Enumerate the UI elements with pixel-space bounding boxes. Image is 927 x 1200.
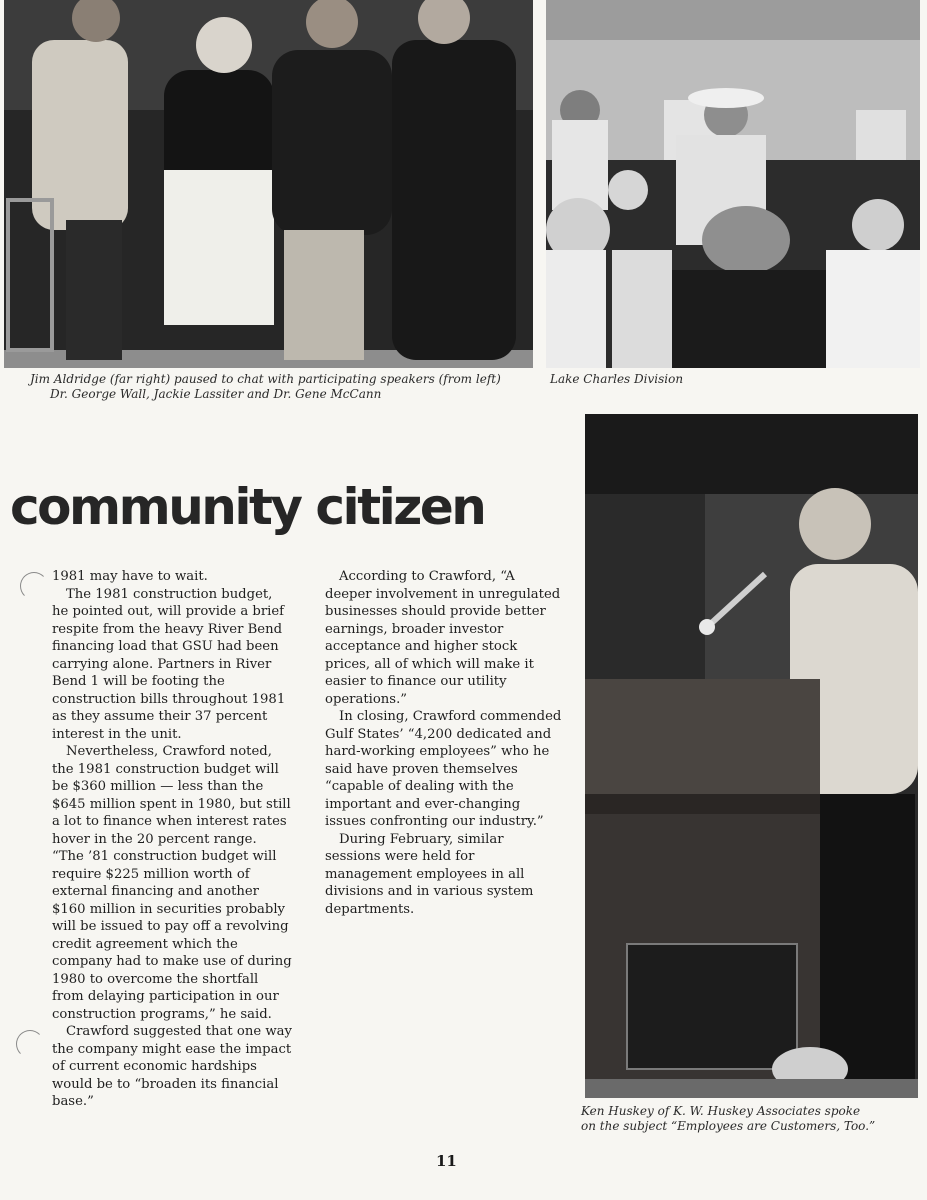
page-number: 11 <box>436 1152 457 1170</box>
article-paragraph: Crawford suggested that one way the company might ease the impact of current economic hardships would be to “broaden its financial base.” <box>52 1024 292 1109</box>
caption-speakers-line2: Dr. George Wall, Jackie Lassiter and Dr. Gene McCann <box>50 387 382 401</box>
article-paragraph: During February, similar sessions were held for management employees in all divisions and in various system departments. <box>325 831 534 917</box>
caption-huskey-line2: on the subject “Employees are Customers, Too.” <box>581 1119 876 1133</box>
photo-huskey <box>585 414 918 1098</box>
headline: community citizen <box>10 478 485 536</box>
article-paragraph: According to Crawford, “A deeper involvement in unregulated businesses should provide better earnings, broader investor acceptance and higher stock prices, all of which will make it easier to finance our utility operations.” <box>325 569 561 707</box>
caption-lake-charles: Lake Charles Division <box>550 372 684 386</box>
article-paragraph: In closing, Crawford commended Gulf States’ “4,200 dedicated and hard-working employees” who he said have proven themselves “capable of dealing with the important and ever-changing issues confronting our industry.” <box>325 709 562 829</box>
photo-lake-charles <box>546 0 920 368</box>
punch-hole-mark <box>16 1030 44 1058</box>
caption-huskey-line1: Ken Huskey of K. W. Huskey Associates spoke <box>581 1104 861 1118</box>
caption-speakers <box>30 372 540 402</box>
caption-speakers-line1: Jim Aldridge (far right) paused to chat with participating speakers (from left) <box>30 372 501 386</box>
caption-huskey <box>581 1104 921 1134</box>
article-column-2 <box>325 568 563 918</box>
article-column-1 <box>52 568 292 1111</box>
punch-hole-mark <box>20 572 48 600</box>
photo-speakers <box>4 0 533 368</box>
article-paragraph: The 1981 construction budget, he pointed out, will provide a brief respite from the heavy River Bend financing load that GSU had been carrying alone. Partners in River Bend 1 will be footing the construction bills throughout 1981 as they assume their 37 percent interest in the unit. <box>52 586 286 742</box>
article-paragraph: 1981 may have to wait. <box>52 569 208 584</box>
article-paragraph: Nevertheless, Crawford noted, the 1981 construction budget will be $360 million — less than the $645 million spent in 1980, but still a lot to finance when interest rates hover in the 20 percent range. “The ’81 construction budget will require $225 million worth of external financing and another $160 million in securities probably will be issued to pay off a revolving credit agreement which the company had to make use of during 1980 to overcome the shortfall from delaying participation in our construction programs,” he said. <box>52 744 292 1022</box>
